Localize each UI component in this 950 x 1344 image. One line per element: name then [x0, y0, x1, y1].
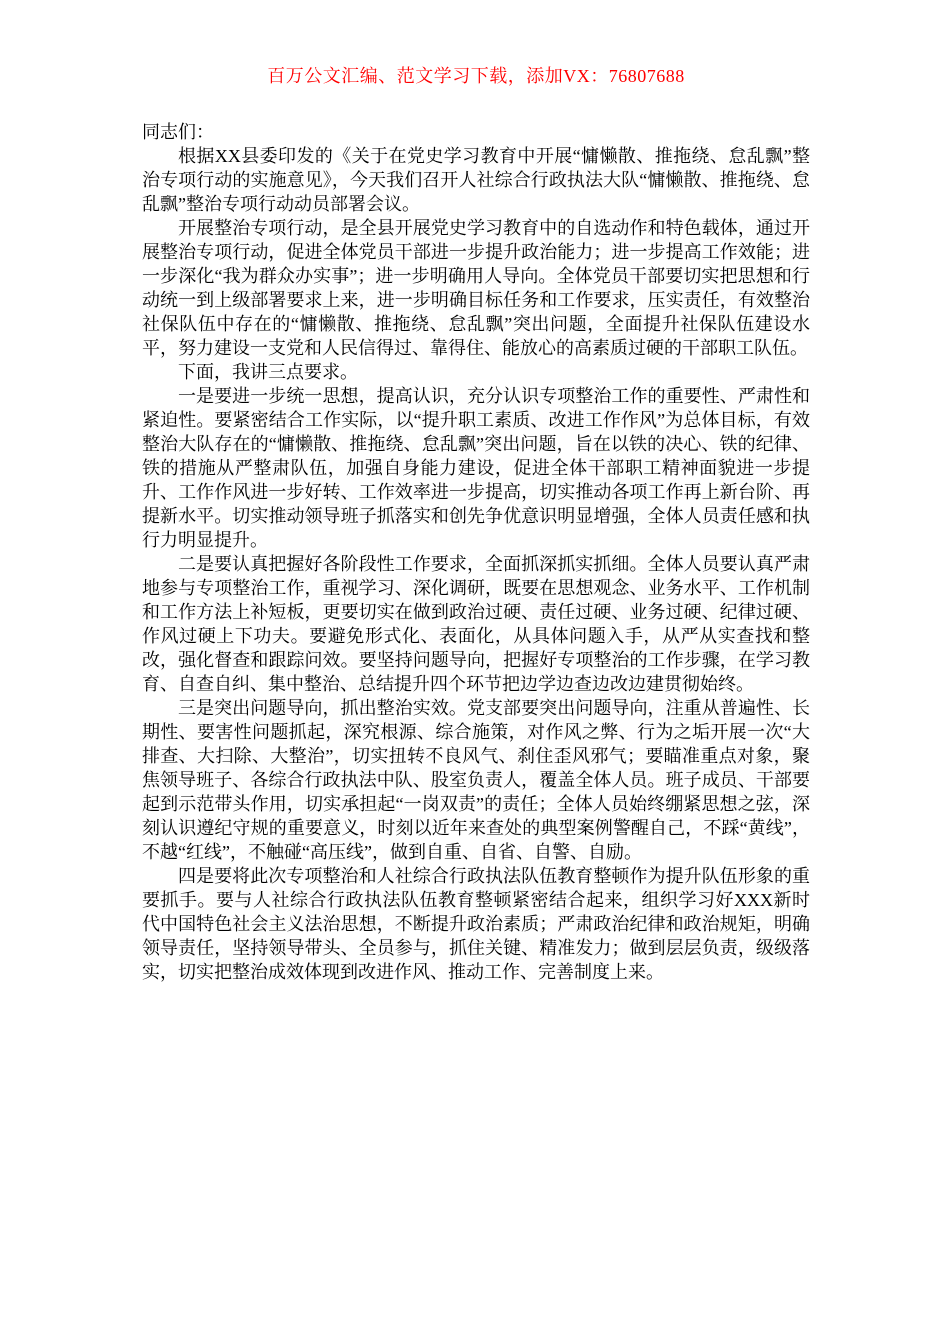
- paragraph-background: 开展整治专项行动，是全县开展党史学习教育中的自选动作和特色载体，通过开展整治专项行动，促进全体党员干部进一步提升政治能力；进一步提高工作效能；进一步深化“我为群众办实事”；进一步明确用人导向。全体党员干部要切实把思想和行动统一到上级部署要求上来，进一步明确目标任务和工作要求，压实责任，有效整治社保队伍中存在的“慵懒散、推拖绕、怠乱飘”突出问题，全面提升社保队伍建设水平，努力建设一支党和人民信得过、靠得住、能放心的高素质过硬的干部职工队伍。: [142, 218, 810, 358]
- paragraph-transition: 下面，我讲三点要求。: [178, 362, 358, 382]
- paragraph-point-four: 四是要将此次专项整治和人社综合行政执法队伍教育整顿作为提升队伍形象的重要抓手。要与人社综合行政执法队伍教育整顿紧密结合起来，组织学习好XXX新时代中国特色社会主义法治思想，不断提升政治素质；严肃政治纪律和政治规矩，明确领导责任，坚持领导带头、全员参与，抓住关键、精准发力；做到层层负责，级级落实，切实把整治成效体现到改进作风、推动工作、完善制度上来。: [142, 866, 810, 982]
- paragraph-point-three: 三是突出问题导向，抓出整治实效。党支部要突出问题导向，注重从普遍性、长期性、要害性问题抓起，深究根源、综合施策，对作风之弊、行为之垢开展一次“大排查、大扫除、大整治”，切实扭转不良风气、刹住歪风邪气；要瞄准重点对象，聚焦领导班子、各综合行政执法中队、股室负责人，覆盖全体人员。班子成员、干部要起到示范带头作用，切实承担起“一岗双责”的责任；全体人员始终绷紧思想之弦，深刻认识遵纪守规的重要意义，时刻以近年来查处的典型案例警醒自己，不踩“黄线”，不越“红线”，不触碰“高压线”，做到自重、自省、自警、自励。: [142, 698, 810, 862]
- paragraph-salutation: 同志们：: [142, 122, 214, 142]
- document-body: [142, 120, 810, 984]
- paragraph-intro: 根据XX县委印发的《关于在党史学习教育中开展“慵懒散、推拖绕、怠乱飘”整治专项行动的实施意见》，今天我们召开人社综合行政执法大队“慵懒散、推拖绕、怠乱飘”整治专项行动动员部署会议。: [142, 146, 810, 214]
- paragraph-point-two: 二是要认真把握好各阶段性工作要求，全面抓深抓实抓细。全体人员要认真严肃地参与专项整治工作，重视学习、深化调研，既要在思想观念、业务水平、工作机制和工作方法上补短板，更要切实在做到政治过硬、责任过硬、业务过硬、纪律过硬、作风过硬上下功夫。要避免形式化、表面化，从具体问题入手，从严从实查找和整改，强化督查和跟踪问效。要坚持问题导向，把握好专项整治的工作步骤，在学习教育、自查自纠、集中整治、总结提升四个环节把边学边查边改边建贯彻始终。: [142, 554, 810, 694]
- promo-banner-text: 百万公文汇编、范文学习下载，添加VX：76807688: [267, 66, 685, 86]
- paragraph-point-one: 一是要进一步统一思想，提高认识，充分认识专项整治工作的重要性、严肃性和紧迫性。要紧密结合工作实际，以“提升职工素质、改进工作作风”为总体目标，有效整治大队存在的“慵懒散、推拖绕、怠乱飘”突出问题，旨在以铁的决心、铁的纪律、铁的措施从严整肃队伍，加强自身能力建设，促进全体干部职工精神面貌进一步提升、工作作风进一步好转、工作效率进一步提高，切实推动各项工作再上新台阶、再提新水平。切实推动领导班子抓落实和创先争优意识明显增强，全体人员责任感和执行力明显提升。: [142, 386, 810, 550]
